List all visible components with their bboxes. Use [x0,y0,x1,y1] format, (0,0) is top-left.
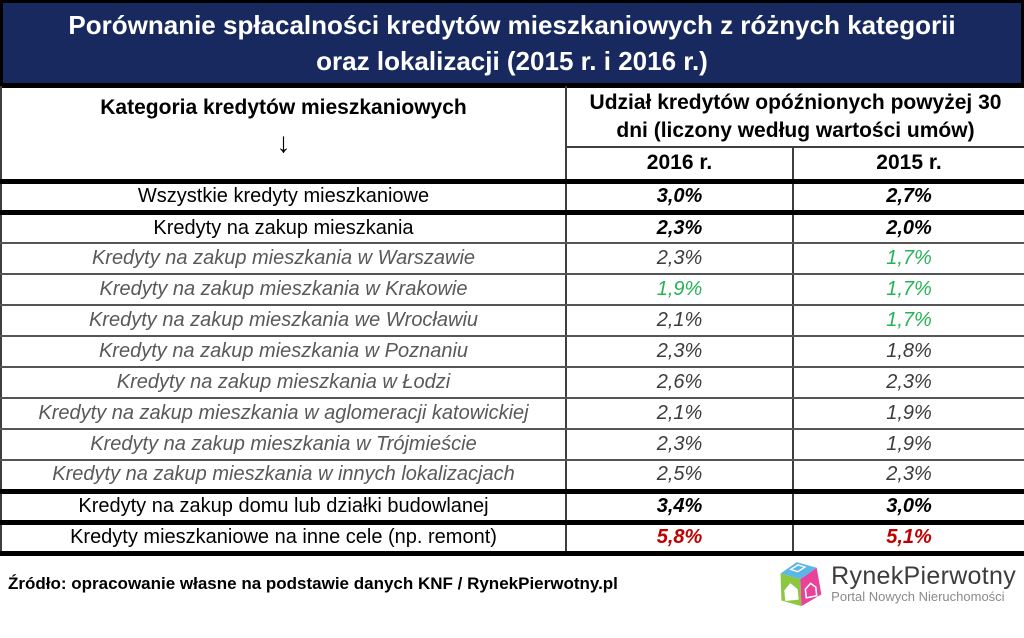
value-2015: 1,9% [793,398,1024,429]
logo-cube-house-icon [772,554,827,613]
value-2016: 3,0% [566,181,793,212]
table-row [1,274,1024,305]
value-2016: 2,1% [566,398,793,429]
value-2015: 2,0% [793,212,1024,243]
footer [0,556,1024,612]
value-2015: 1,7% [793,305,1024,336]
row-label: Kredyty na zakup mieszkania w Trójmieście [1,429,566,460]
value-2016: 5,8% [566,522,793,553]
value-2016: 2,5% [566,460,793,491]
value-2015: 1,8% [793,336,1024,367]
title-line2: oraz lokalizacji (2015 r. i 2016 r.) [316,46,708,76]
down-arrow-icon: ↓ [276,127,291,158]
logo-text [831,563,1016,604]
table-title-banner [0,0,1024,86]
value-2015: 2,3% [793,367,1024,398]
value-2015: 2,7% [793,181,1024,212]
row-label: Kredyty na zakup mieszkania w Warszawie [1,243,566,274]
category-header-text: Kategoria kredytów mieszkaniowych [100,96,467,119]
rynekpierwotny-logo [775,557,1016,611]
table-row [1,336,1024,367]
table-row [1,243,1024,274]
category-column-header [1,87,566,181]
row-label: Kredyty na zakup mieszkania w aglomeracji katowickiej [1,398,566,429]
value-2015: 2,3% [793,460,1024,491]
table-row [1,181,1024,212]
value-2015: 1,7% [793,274,1024,305]
value-2016: 2,6% [566,367,793,398]
table-row [1,429,1024,460]
row-label: Kredyty na zakup mieszkania w Poznaniu [1,336,566,367]
value-2015: 3,0% [793,491,1024,522]
logo-title: RynekPierwotny [831,562,1016,590]
row-label: Kredyty na zakup mieszkania w innych lokalizacjach [1,460,566,491]
value-2016: 1,9% [566,274,793,305]
table-row [1,460,1024,491]
value-2016: 2,3% [566,212,793,243]
row-label: Kredyty na zakup mieszkania w Łodzi [1,367,566,398]
table-row [1,522,1024,553]
row-label: Kredyty na zakup mieszkania we Wrocławiu [1,305,566,336]
value-2016: 2,3% [566,243,793,274]
value-2016: 2,3% [566,429,793,460]
loan-comparison-table [0,86,1024,556]
value-2015: 5,1% [793,522,1024,553]
table-row [1,398,1024,429]
value-2016: 2,3% [566,336,793,367]
logo-subtitle: Portal Nowych Nieruchomości [831,589,1005,604]
value-2016: 3,4% [566,491,793,522]
table-row [1,212,1024,243]
row-label: Kredyty mieszkaniowe na inne cele (np. remont) [1,522,566,553]
year-header-2016: 2016 r. [566,147,793,181]
table-row [1,367,1024,398]
row-label: Kredyty na zakup domu lub działki budowlanej [1,491,566,522]
row-label: Wszystkie kredyty mieszkaniowe [1,181,566,212]
value-2016: 2,1% [566,305,793,336]
row-label: Kredyty na zakup mieszkania [1,212,566,243]
value-2015: 1,9% [793,429,1024,460]
row-label: Kredyty na zakup mieszkania w Krakowie [1,274,566,305]
source-note: Źródło: opracowanie własne na podstawie danych KNF / RynekPierwotny.pl [8,573,618,593]
year-header-2015: 2015 r. [793,147,1024,181]
table-row [1,491,1024,522]
title-line1: Porównanie spłacalności kredytów mieszkaniowych z różnych kategorii [68,10,956,40]
table-header-row [1,87,1024,147]
table-row [1,305,1024,336]
share-column-header: Udział kredytów opóźnionych powyżej 30 dni (liczony według wartości umów) [566,87,1024,147]
value-2015: 1,7% [793,243,1024,274]
